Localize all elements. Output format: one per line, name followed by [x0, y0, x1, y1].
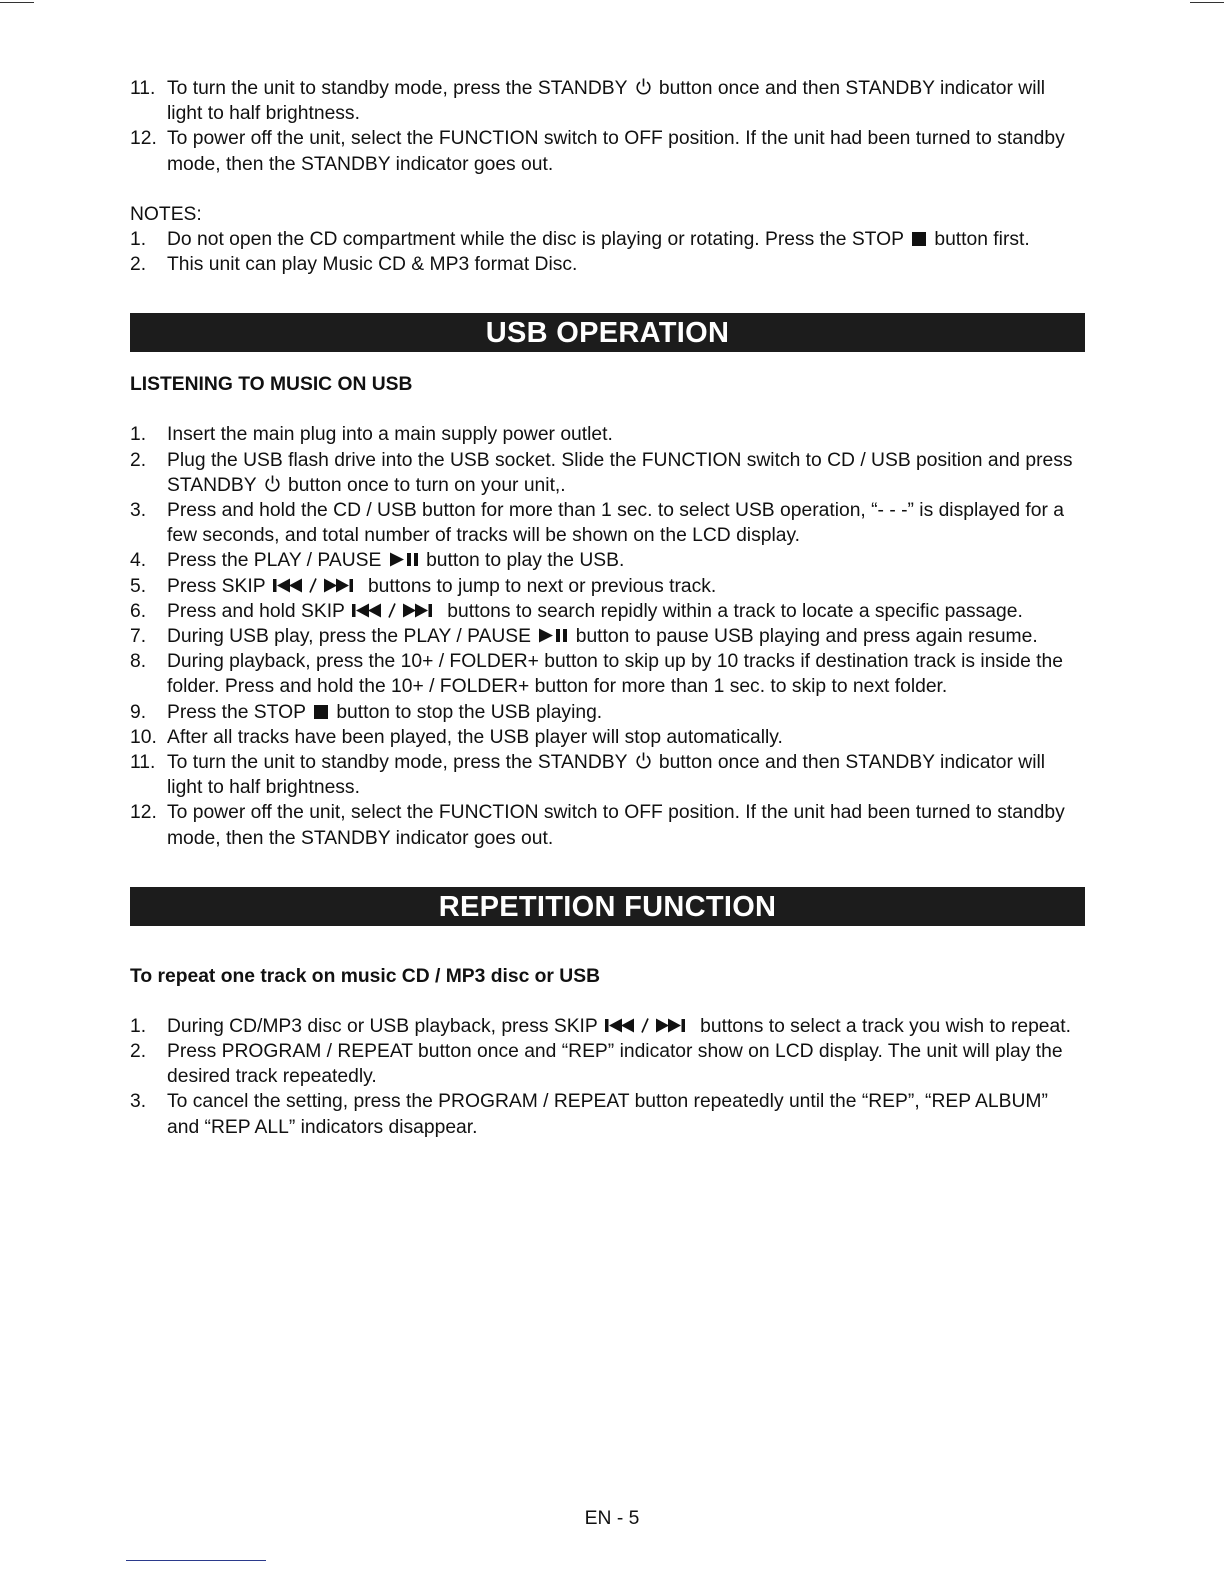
list-item: 11. To turn the unit to standby mode, press the STANDBY button once and then STANDBY indicator will light to half brightness.	[130, 752, 1046, 799]
list-item: 3. Press and hold the CD / USB button for more than 1 sec. to select USB operation, “- - -” is displayed for a few seconds, and total number of tracks will be shown on the LCD display.	[130, 500, 1064, 547]
skip-prev-next-icon	[605, 1018, 693, 1033]
play-pause-icon	[538, 628, 568, 643]
repetition-function-banner: REPETITION FUNCTION	[130, 887, 1085, 926]
list-item: 8. During playback, press the 10+ / FOLDER+ button to skip up by 10 tracks if destination track is inside the folder. Press and hold the 10+ / FOLDER+ button for more than 1 sec. to skip to next folder.	[130, 651, 1063, 698]
list-item: 10. After all tracks have been played, the USB player will stop automatically.	[130, 726, 783, 748]
usb-operation-banner: USB OPERATION	[130, 313, 1085, 352]
list-item: 1. Insert the main plug into a main supply power outlet.	[130, 424, 613, 446]
notes-label: NOTES:	[130, 203, 202, 225]
list-item: 12. To power off the unit, select the FUNCTION switch to OFF position. If the unit had been turned to standby mode, then the STANDBY indicator goes out.	[130, 802, 1065, 849]
power-icon	[264, 474, 281, 493]
stop-icon	[912, 232, 926, 246]
usb-steps-list	[130, 422, 1085, 850]
repeat-subheading: To repeat one track on music CD / MP3 disc or USB	[130, 965, 600, 987]
power-icon	[635, 77, 652, 96]
intro-list	[130, 76, 1085, 177]
list-item: 11. To turn the unit to standby mode, press the STANDBY button once and then STANDBY indicator will light to half brightness.	[130, 78, 1046, 125]
page-number: EN - 5	[584, 1508, 640, 1529]
list-item: 12. To power off the unit, select the FUNCTION switch to OFF position. If the unit had been turned to standby mode, then the STANDBY indicator goes out.	[130, 128, 1065, 175]
list-item: 9. Press the STOP button to stop the USB playing.	[130, 701, 603, 723]
list-item: 2. Plug the USB flash drive into the USB socket. Slide the FUNCTION switch to CD / USB position and press STANDBY button once to turn on your unit,.	[130, 449, 1073, 496]
list-item: 1. During CD/MP3 disc or USB playback, press SKIP buttons to select a track you wish to repeat.	[130, 1015, 1071, 1037]
crop-mark-top-right	[1190, 2, 1224, 3]
notes-list	[130, 227, 1085, 277]
crop-mark-bottom-left	[126, 1560, 266, 1561]
list-item: 1. Do not open the CD compartment while the disc is playing or rotating. Press the STOP button first.	[130, 229, 1030, 251]
list-item: 5. Press SKIP buttons to jump to next or previous track.	[130, 575, 717, 597]
crop-mark-top-left	[0, 2, 34, 3]
power-icon	[635, 751, 652, 770]
list-item: 2. Press PROGRAM / REPEAT button once and “REP” indicator show on LCD display. The unit will play the desired track repeatedly.	[130, 1041, 1063, 1088]
list-item: 7. During USB play, press the PLAY / PAUSE button to pause USB playing and press again resume.	[130, 626, 1038, 648]
list-item: 4. Press the PLAY / PAUSE button to play the USB.	[130, 550, 625, 572]
repeat-steps-list	[130, 1014, 1085, 1140]
skip-prev-next-icon	[352, 603, 440, 618]
list-item: 3. To cancel the setting, press the PROGRAM / REPEAT button repeatedly until the “REP”, “REP ALBUM” and “REP ALL” indicators disappear.	[130, 1091, 1048, 1138]
usb-subheading: LISTENING TO MUSIC ON USB	[130, 374, 413, 396]
manual-page	[130, 76, 1085, 1140]
list-item: 2. This unit can play Music CD & MP3 format Disc.	[130, 254, 578, 276]
play-pause-icon	[389, 552, 419, 567]
skip-prev-next-icon	[273, 578, 361, 593]
list-item: 6. Press and hold SKIP buttons to search repidly within a track to locate a specific passage.	[130, 600, 1023, 622]
stop-icon	[314, 705, 328, 719]
